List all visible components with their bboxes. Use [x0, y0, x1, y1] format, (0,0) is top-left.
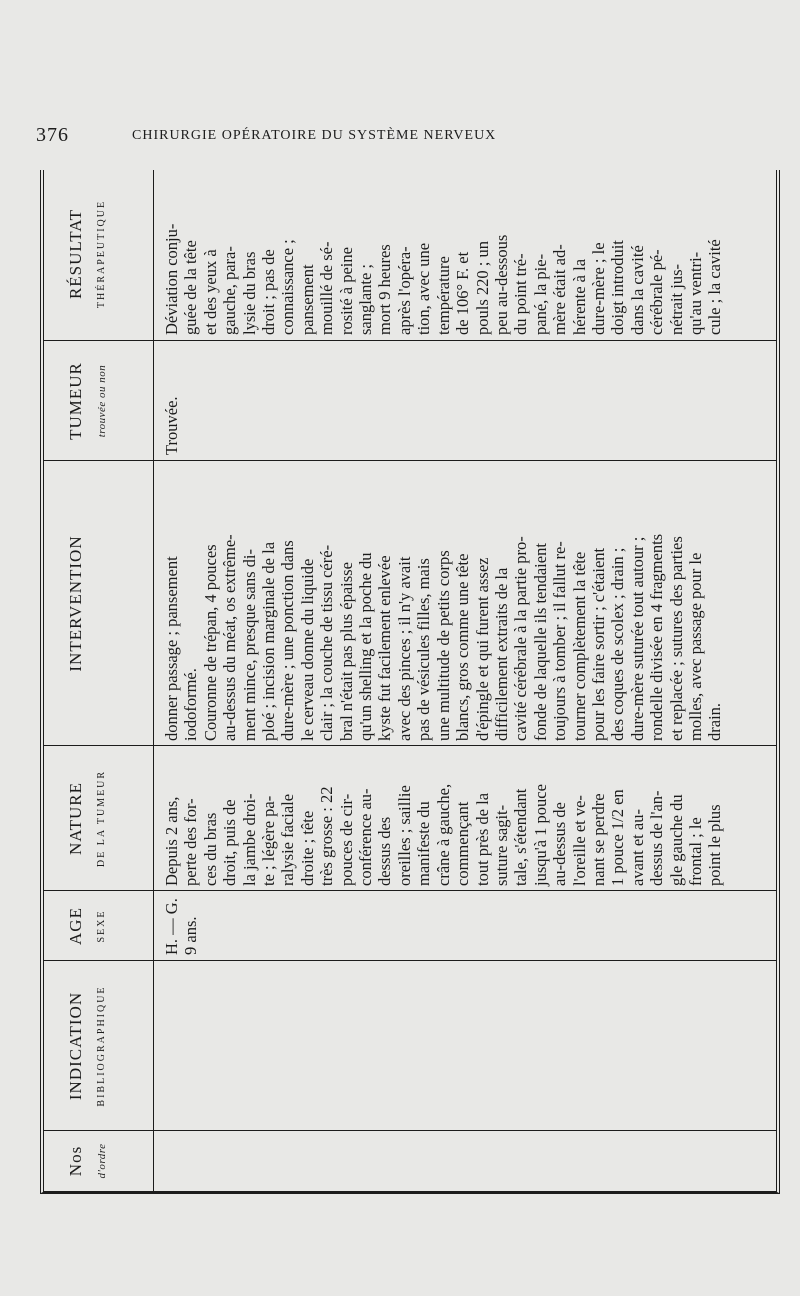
cell-text-line: une multitude de petits corps: [433, 550, 453, 741]
cell-text-line: jusqu'à 1 pouce: [530, 784, 550, 886]
cell-intervention: [162, 465, 725, 741]
column-divider: [44, 745, 776, 746]
cell-text-line: iodoformé.: [181, 668, 201, 741]
cell-text-line: peu au-dessous: [491, 234, 511, 335]
cell-text-line: dessus des: [375, 816, 395, 886]
col-head-nature-sub: DE LA TUMEUR: [96, 769, 107, 868]
col-head-age-main: AGE: [66, 907, 85, 945]
cell-text-line: avant et au-: [627, 809, 647, 886]
cell-text-line: très grosse : 22: [317, 786, 337, 886]
cell-text-line: bral n'était pas plus épaisse: [336, 562, 356, 741]
cell-text-line: Trouvée.: [162, 396, 181, 455]
cell-text-line: difficilement extraits de la: [491, 567, 511, 741]
col-head-nature: [44, 746, 154, 891]
cell-text-line: point le plus: [705, 804, 725, 886]
cell-text-line: 1 pouce 1/2 en: [608, 789, 628, 886]
cell-text-line: lysie du bras: [239, 251, 259, 335]
col-head-intervention-main: INTERVENTION: [66, 535, 85, 672]
cell-text-line: Couronne de trépan, 4 pouces: [200, 544, 220, 741]
cell-text-line: des coques de scolex ; drain ;: [608, 547, 628, 741]
cell-text-line: qu'au ventri-: [685, 251, 705, 335]
col-head-indication: [44, 961, 154, 1131]
cell-text-line: manifeste du: [414, 801, 434, 886]
cell-text-line: donner passage ; pansement: [162, 556, 181, 741]
cell-text-line: tion, avec une: [414, 242, 434, 335]
col-head-nos-main: Nos: [66, 1145, 85, 1177]
col-head-intervention: [44, 461, 154, 746]
cell-text-line: la jambe droi-: [239, 793, 259, 886]
cell-text-line: et des yeux à: [200, 249, 220, 335]
column-divider: [44, 1130, 776, 1131]
column-divider: [44, 890, 776, 891]
cell-text-line: te ; légère pa-: [259, 795, 279, 886]
cell-text-line: au-dessus de: [550, 802, 570, 886]
cell-text-line: d'épingle et qui furent assez: [472, 557, 492, 741]
cell-text-line: rosité à peine: [336, 247, 356, 335]
cell-text-line: qu'un shelling et la poche du: [356, 552, 376, 741]
col-head-resultat: [44, 167, 154, 341]
cell-text-line: drain.: [705, 702, 725, 741]
cell-text-line: après l'opéra-: [394, 246, 414, 335]
cell-nature: [162, 750, 725, 886]
col-head-nature-main: NATURE: [66, 781, 85, 856]
cell-text-line: clair ; la couche de tissu céré-: [317, 544, 337, 741]
cell-text-line: pouls 220 ; un: [472, 241, 492, 335]
col-head-resultat-sub: THÉRAPEUTIQUE: [96, 199, 107, 309]
cell-text-line: cérébrale pé-: [647, 249, 667, 335]
col-head-nos-sub: d'ordre: [96, 1143, 108, 1179]
cell-text-line: droite ; tête: [297, 810, 317, 886]
cell-text-line: molles, avec passage pour le: [685, 552, 705, 741]
cell-text-line: rondelle divisée en 4 fragments: [647, 533, 667, 741]
cell-text-line: température: [433, 256, 453, 335]
col-head-nos: [44, 1131, 154, 1191]
cell-text-line: 9 ans.: [181, 916, 201, 955]
cell-tumeur: [162, 345, 181, 455]
cell-text-line: kyste fut facilement enlevée: [375, 555, 395, 741]
cell-text-line: pansement: [297, 264, 317, 335]
cell-text-line: ment mince, presque sans di-: [239, 549, 259, 741]
col-head-tumeur-main: TUMEUR: [66, 362, 85, 440]
cell-text-line: crâne à gauche,: [433, 783, 453, 886]
cell-text-line: gle gauche du: [666, 794, 686, 886]
cell-text-line: dure-mère suturée tout autour ;: [627, 536, 647, 741]
cell-text-line: tourner complètement la tête: [569, 551, 589, 741]
cell-text-line: doigt introduit: [608, 240, 628, 335]
cell-text-line: ralysie faciale: [278, 793, 298, 886]
running-title: CHIRURGIE OPÉRATOIRE DU SYSTÈME NERVEUX: [132, 128, 497, 143]
cell-text-line: toujours à tomber ; il fallut re-: [550, 541, 570, 741]
data-table: [40, 170, 780, 1194]
column-divider: [44, 340, 776, 341]
cell-text-line: mort 9 heures: [375, 244, 395, 335]
col-head-resultat-main: RÉSULTAT: [66, 208, 85, 300]
cell-text-line: oreilles ; saillie: [394, 785, 414, 886]
cell-text-line: tale, s'étendant: [511, 788, 531, 886]
rotated-table: [40, 170, 780, 1194]
cell-text-line: Depuis 2 ans,: [162, 796, 181, 886]
cell-text-line: dure-mère ; le: [588, 242, 608, 335]
col-head-age-sub: SEXE: [96, 909, 107, 943]
col-head-indication-main: INDICATION: [66, 991, 85, 1101]
cell-text-line: conférence au-: [356, 788, 376, 886]
cell-text-line: du point tré-: [511, 253, 531, 335]
col-head-age: [44, 891, 154, 961]
cell-text-line: frontal ; le: [685, 817, 705, 886]
cell-text-line: perte des for-: [181, 798, 201, 886]
cell-text-line: commençant: [453, 801, 473, 886]
cell-text-line: avec des pinces ; il n'y avait: [394, 556, 414, 741]
cell-text-line: nétrait jus-: [666, 263, 686, 335]
cell-text-line: au-dessus du méat, os extrême-: [220, 534, 240, 741]
cell-text-line: nant se perdre: [588, 793, 608, 886]
cell-text-line: l'oreille et ve-: [569, 795, 589, 886]
cell-text-line: droit ; pas de: [259, 249, 279, 335]
cell-text-line: mère était ad-: [550, 244, 570, 335]
cell-text-line: sanglante ;: [356, 263, 376, 335]
cell-text-line: droit, puis de: [220, 799, 240, 886]
page-header: [0, 124, 800, 148]
cell-text-line: dans la cavité: [627, 245, 647, 335]
cell-text-line: guée de la tête: [181, 240, 201, 335]
cell-text-line: tout près de la: [472, 792, 492, 886]
cell-text-line: suture sagit-: [491, 804, 511, 886]
page-number: 376: [36, 124, 69, 146]
column-divider: [44, 960, 776, 961]
col-head-tumeur-sub: trouvée ou non: [96, 364, 108, 438]
cell-text-line: de 106° F. et: [453, 251, 473, 335]
cell-text-line: le cerveau donne du liquide: [297, 558, 317, 741]
cell-text-line: hérente à la: [569, 258, 589, 335]
cell-text-line: pouces de cir-: [336, 793, 356, 886]
cell-text-line: et replacée ; sutures des parties: [666, 536, 686, 741]
cell-text-line: pas de vésicules filles, mais: [414, 558, 434, 741]
cell-text-line: pour les faire sortir ; c'étaient: [588, 547, 608, 741]
cell-text-line: H. — G.: [162, 898, 181, 955]
col-head-indication-sub: BIBLIOGRAPHIQUE: [96, 985, 107, 1107]
cell-age: [162, 895, 201, 955]
cell-resultat: [162, 171, 725, 335]
col-head-tumeur: [44, 341, 154, 461]
cell-text-line: Déviation conju-: [162, 223, 181, 335]
cell-text-line: gauche, para-: [220, 246, 240, 335]
cell-text-line: dure-mère ; une ponction dans: [278, 540, 298, 741]
cell-text-line: cule ; la cavité: [705, 239, 725, 335]
cell-text-line: cavité cérébrale à la partie pro-: [511, 536, 531, 741]
cell-text-line: pané, la pie-: [530, 253, 550, 335]
column-divider: [44, 460, 776, 461]
cell-text-line: connaissance ;: [278, 239, 298, 335]
cell-text-line: ploé ; incision marginale de la: [259, 541, 279, 741]
cell-text-line: mouillé de sé-: [317, 241, 337, 335]
cell-text-line: fonde de laquelle ils tendaient: [530, 543, 550, 741]
cell-text-line: blancs, gros comme une tête: [453, 553, 473, 741]
table-header-row: [44, 170, 154, 1191]
cell-text-line: dessus de l'an-: [647, 790, 667, 886]
cell-text-line: ces du bras: [200, 812, 220, 886]
